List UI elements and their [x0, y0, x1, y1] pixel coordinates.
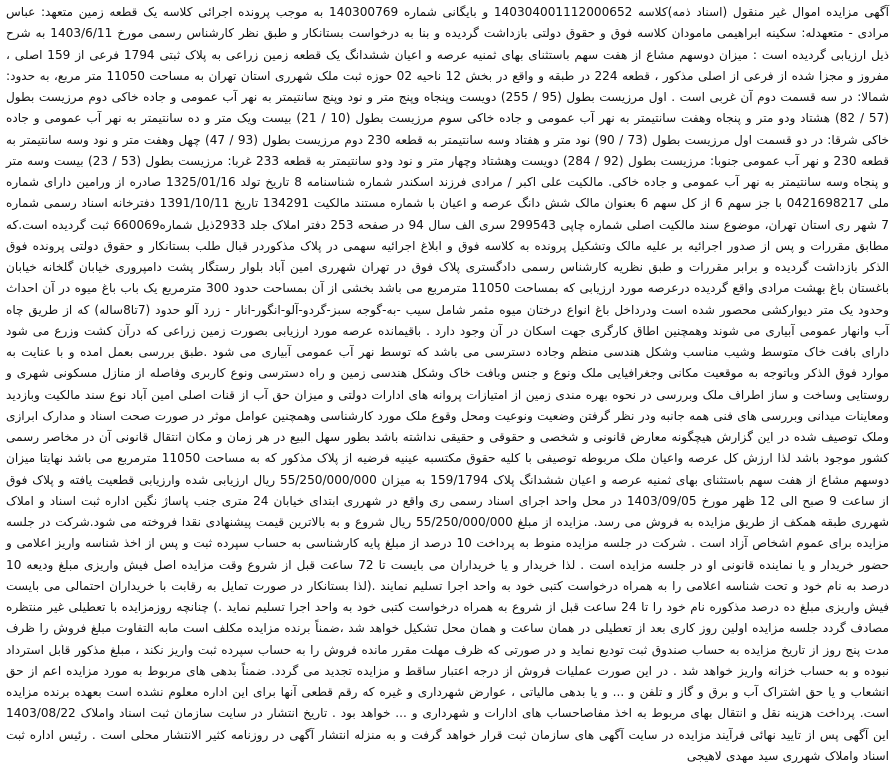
notice-body-text: آگهی مزایده اموال غیر منقول (اسناد ذمه)کلاسه 140304001112000652 و بایگانی شماره 140300769 به موجب پرونده اجرائی کلاسه یک قطعه زمین متعهد: عباس مرادی - متعهدله: سکینه ابراهیمی مامودان کلاسه فوق و حقوق دولتی بازداشت گردیده و بنا به درخواست بستانکار و طبق نظر کارشناس رسمی مورخ 1403/6/11 به شرح ذیل ارزیابی گردیده است : میزان دوسهم مشاع از هفت سهم باستثنای بهای ثمنیه عرصه و اعیان ششدانگ یک قطعه زمین زراعی به پلاک ثبتی 1794 فرعی از 159 اصلی ، مفروز و مجزا شده از فرعی از اصلی مذکور ، قطعه 224 در طبقه و واقع در بخش 12 ناحیه 02 حوزه ثبت ملک شهرری استان تهران به مساحت 11050 متر مربع، به حدود: شمالا: در سه قسمت دوم آن غربی است . اول مرزیست بطول (95 / 255) دویست وپنجاه وپنج متر و نود وپنج سانتیمتر به نهر آب عمومی و جاده خاکی دوم مرزیست بطول (57 / 82) هشتاد ودو متر و پنجاه وهفت سانتیمتر به نهر آب عمومی و جاده خاکی سوم مرزیست بطول (10 / 21) بیست ویک متر و ده سانتیمتر به نهر آب عمومی و جاده خاکی شرقا: در دو قسمت اول مرزیست بطول (73 / 90) نود متر و هفتاد وسه سانتیمتر به قطعه 230 دوم مرزیست بطول (93 / 47) چهل وهفت متر و نود وسه سانتیمتر به قطعه 230 و نهر آب عمومی جنوبا: مرزیست بطول (92 / 284) دویست وهشتاد وچهار متر و نود ودو سانتیمتر به قطعه 233 غربا: مرزیست بطول (53 / 23) بیست وسه متر و پنجاه وسه سانتیمتر به نهر آب عمومی و جاده خاکی. مالکیت علی اکبر / مرادی فرزند اسکندر شماره شناسنامه 8 تاریخ تولد 1325/01/16 صادره از ورامین دارای شماره ملی 0421698217 با جز سهم 6 از کل سهم 6 بعنوان مالک شش دانگ عرصه و اعیان با شماره مستند مالکیت 134291 تاریخ 1391/10/11 دفترخانه اسناد رسمی شماره 7 شهر ری استان تهران، موضوع سند مالکیت اصلی شماره چاپی 299543 سری الف سال 94 در صفحه 253 دفتر املاک جلد 2933ذیل شماره660069 ثبت گردیده است.که مطابق مقررات و پس از صدور اجرائیه بر علیه مالک وتشکیل پرونده به کلاسه فوق و ابلاغ اجرائیه سهمی در پلاک مذکوردر قبال طلب بستانکار و حقوق دولتی پرونده فوق الذکر بازداشت گردیده و برابر مقررات و طبق نظریه کارشناس رسمی دادگستری پلاک فوق در تهران شهرری امین آباد بلوار رستگار پشت دامپروری خیابان گلخانه خیابان باغستان باغ بهشت مرادی واقع گردیده درعرصه مورد ارزیابی که بمساحت 11050 مترمربع می باشد بخشی از آن بمساحت حدود 300 مترمربع یک باب باغ میوه در آن احداث وحدود یک متر دیوارکشی محصور شده است ودرداخل باغ انواع درختان میوه مثمر شامل سیب -به-گوجه سبز-گردو-آلو-انگور-انار - زرد آلو حدود (7تا8ساله) که از طریق چاه آب وانهار عمومی آبیاری می شوند وهمچنین اطاق کارگری جهت اسکان در آن وجود دارد . باقیمانده عرصه مورد ارزیابی بصورت زمین زراعی که درآن کشت وزرع می شود دارای بافت خاک متوسط وشیب مناسب وشکل هندسی منظم وجاده دسترسی می باشد که توسط نهر آب عمومی آبیاری می شود .طبق بررسی بعمل امده و با عنایت به موارد فوق الذکر وباتوجه به موقعیت مکانی وجغرافیایی ملک ونوع و جنس وبافت خاک وشکل هندسی زمین و راه دسترسی ونوع کاربری وفاصله از منازل مسکونی شهری و روستایی وساخت و ساز اطراف ملک وبررسی در نحوه بهره مندی زمین از امتیازات پروانه های ادارات دولتی و میزان حق آب از قنات اصلی امین آباد نوع سند مالکیت وبازدید ومعاینات میدانی وبررسی های فنی همه جانبه ودر نظر گرفتن وضعیت ونوعیت ومحل وقوع ملک مورد کارشناسی وهمچنین عوامل موثر در صورت صحت اسناد و مدارک ابرازی وملک توصیف شده در این گزارش هیچگونه معارض قانونی و شخصی و حقوقی و حقیقی نداشته باشد بطور سهل البیع در هر زمان و مکان انتقال قانونی آن در مخاصر رسمی کشور موجود باشد لذا ارزش کل عرصه واعیان ملک مربوطه توصیفی با کلیه حقوق مکتسبه عینیه فرضیه از پلاک مذکور که به مساحت 11050 مترمربع می باشد نهایتا میزان دوسهم مشاع از هفت سهم باستثنای بهای ثمنیه عرصه و اعیان ششدانگ پلاک 159/1794 به میزان 55/250/000/000 ریال ارزیابی شده وارزیابی قطعیت یافته و پلاک فوق از ساعت 9 صبح الی 12 ظهر مورخ 1403/09/05 در محل واحد اجرای اسناد رسمی ری واقع در شهرری ابتدای خیابان 24 متری جنب پاساژ نگین اداره ثبت اسناد و املاک شهرری طبقه همکف از طریق مزایده به فروش می رسد. مزایده از مبلغ 55/250/000/000 ریال شروع و به بالاترین قیمت پیشنهادی نقدا فروخته می شود.شرکت در جلسه مزایده برای عموم اشخاص آزاد است . شرکت در جلسه مزایده منوط به پرداخت 10 درصد از مبلغ پایه کارشناسی به حساب سپرده ثبت و پس از اخذ شناسه واریز اعلامی و حضور خریدار و یا نماینده قانونی او در جلسه مزایده است . لذا خریدار و یا خریداران می بایست تا 72 ساعت قبل از شروع وقت مزایده اصل فیش واریزی مبلغ ودیعه 10 درصد به نام خود و تحت شناسه اعلامی را به همراه درخواست کتبی خود به واحد اجرا تسلیم نمایند .(لذا بستانکار در صورت تمایل به رقابت با خریداران احتمالی می بایست فیش واریزی مبلغ ده درصد مذکوره نام خود را تا 24 ساعت قبل از شروع به همراه درخواست کتبی خود به واحد اجرا تسلیم نماید .) چنانچه روزمزایده با تعطیلی غیر منتظره مصادف گردد جلسه مزایده اولین روز کاری بعد از تعطیلی در همان ساعت و همان محل تشکیل خواهد شد ،ضمناً برنده مزایده مکلف است مابه التفاوت مبلغ فروش را ظرف مدت پنج روز از تاریخ مزایده به حساب صندوق ثبت تودیع نماید و در صورتی که ظرف مهلت مقرر مانده فروش را به حساب سپرده ثبت واریز نکند ، مبلغ مذکور قابل استرداد نبوده و به حساب خزانه واریز خواهد شد . در این صورت عملیات فروش از درجه اعتبار ساقط و مزایده تجدید می گردد. ضمناً بدهی های مربوط به مورد مزایده اعم از حق انشعاب و یا حق اشتراک آب و برق و گاز و تلفن و ... و یا بدهی مالیاتی ، عوارض شهرداری و غیره که رقم قطعی آنها برای این اداره معلوم نشده است بعهده برنده مزایده است. پرداخت هزینه نقل و انتقال بهای مربوط به اخذ مفاصاحساب های ادارات و شهرداری و ... خواهد بود . تاریخ انتشار در سایت سازمان ثبت اسناد واملاک 1403/08/22 این آگهی پس از تایید نهائی فرآیند مزایده در سایت آگهی های سازمان ثبت قرار خواهد گرفت و به منزله انتشار آگهی در روزنامه کثیر الانتشار محلی است . رئیس اداره ثبت اسناد واملاک شهرری سید مهدی لاهیجی [6, 5, 890, 763]
